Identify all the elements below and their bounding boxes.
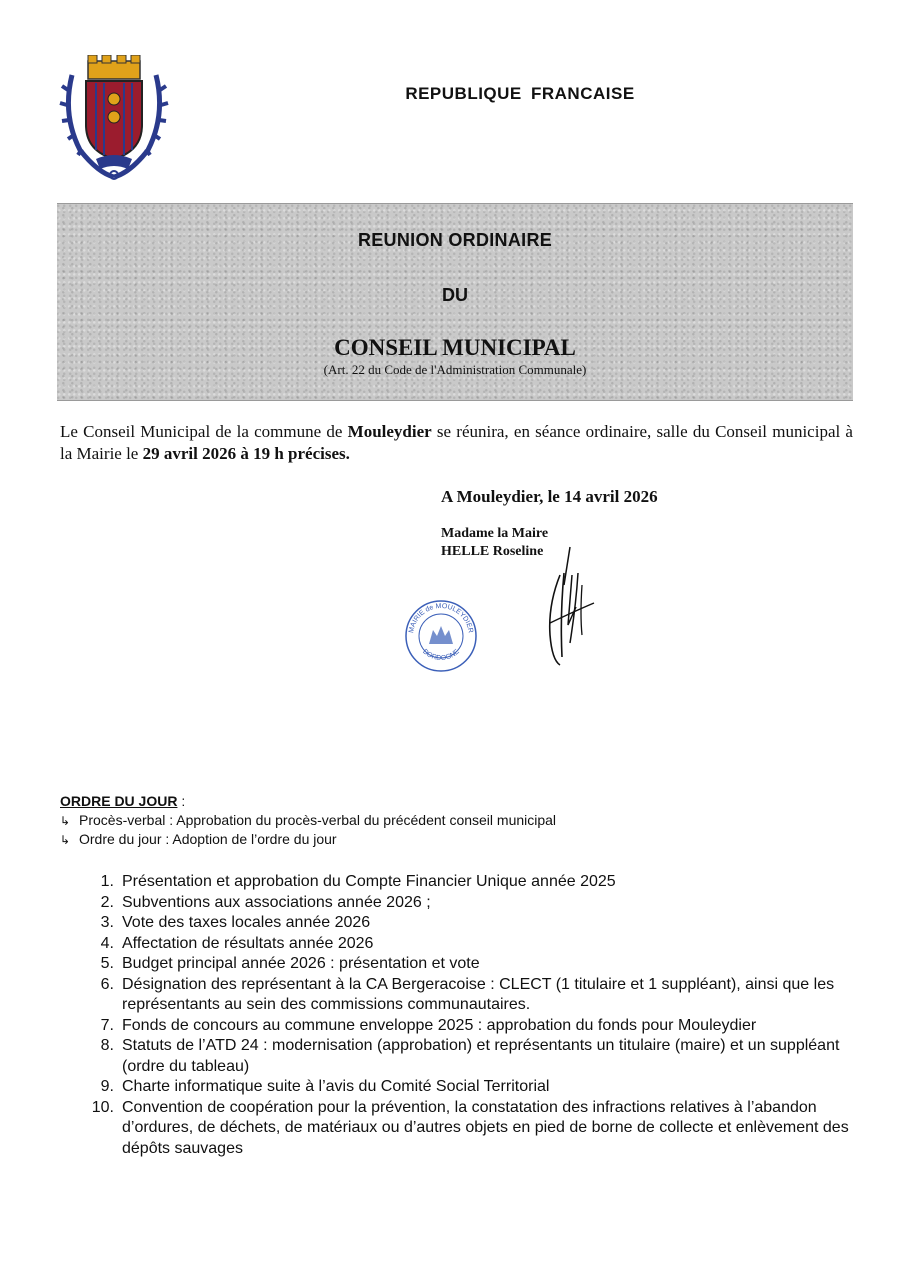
agenda-item-text: Budget principal année 2026 : présentation et vote [122,955,480,972]
pre-item-text: Ordre du jour : Adoption de l’ordre du jour [79,831,337,847]
intro-paragraph [60,421,853,465]
agenda-title-suffix: : [177,793,186,809]
agenda-item-number: 2. [100,893,114,911]
agenda-item [74,1016,864,1037]
agenda-item-text: Désignation des représentant à la CA Bergeracoise : CLECT (1 titulaire et 1 suppléant), ainsi que les représentants au sein des commissions communautaires. [122,975,835,1013]
intro-text-1: Le Conseil Municipal de la commune de [60,422,348,441]
agenda-item-text: Statuts de l’ATD 24 : modernisation (approbation) et représentants un titulaire (maire) et un suppléant (ordre du tableau) [122,1037,840,1075]
coat-of-arms-icon [58,55,170,183]
agenda-item [74,934,864,955]
agenda-item-number: 9. [100,1078,114,1095]
mayor-name: HELLE Roseline [441,544,544,559]
agenda-item-text: Présentation et approbation du Compte Financier Unique année 2025 [122,873,616,890]
agenda-item-number: 3. [100,914,114,931]
agenda-item-number: 5. [100,955,114,972]
meeting-banner [57,203,853,401]
agenda-item-number: 10. [91,1098,114,1116]
intro-commune: Mouleydier [347,422,432,441]
banner-title: REUNION ORDINAIRE [357,230,553,250]
agenda-title: ORDRE DU JOUR [60,793,178,809]
agenda-item-text: Vote des taxes locales année 2026 [122,914,371,931]
agenda-item [74,893,864,914]
stamp-text-top: MAIRIE de MOULEYDIER [408,602,474,634]
hooked-arrow-icon: ↳ [60,814,71,828]
hooked-arrow-icon: ↳ [60,833,71,847]
mayor-title: Madame la Maire [441,526,549,541]
agenda-item [74,975,864,1016]
agenda-item [74,913,864,934]
pre-item [60,831,337,847]
agenda-item [74,1077,864,1098]
agenda-item [74,1098,864,1160]
agenda-item-number: 7. [100,1016,114,1034]
intro-datetime: 29 avril 2026 à 19 h précises. [142,444,350,463]
agenda-item [74,1036,864,1077]
agenda-item [74,872,864,893]
handwritten-signature [520,545,610,675]
agenda-heading [60,793,185,809]
agenda-item-number: 6. [100,975,114,993]
agenda-item-text: Convention de coopération pour la prévention, la constatation des infractions relatives à l’abandon d’ordures, de déchets, de matériaux ou d’autres objets en pied de borne de collecte et enlèvement des dépôts sauvages [122,1098,849,1157]
agenda-item-text: Subventions aux associations année 2026 ; [122,893,431,911]
agenda-item [74,954,864,975]
town-hall-stamp [403,598,479,674]
agenda-item-text: Fonds de concours au commune enveloppe 2025 : approbation du fonds pour Mouleydier [122,1016,757,1034]
agenda-item-number: 8. [100,1037,114,1054]
agenda-item-text: Affectation de résultats année 2026 [122,934,374,952]
agenda-item-number: 4. [100,934,114,952]
intro-text-2: se réunira, en séance ordinaire, salle du Conseil municipal à la Mairie le [60,422,853,463]
pre-item [60,812,556,828]
stamp-text-bottom: DORDOGNE [421,648,461,663]
banner-article-ref: (Art. 22 du Code de l'Administration Communale) [323,362,587,377]
place-date: A Mouleydier, le 14 avril 2026 [441,487,658,506]
pre-item-text: Procès-verbal : Approbation du procès-verbal du précédent conseil municipal [79,812,557,828]
republic-heading: REPUBLIQUE FRANCAISE [405,84,635,103]
agenda-item-text: Charte informatique suite à l’avis du Comité Social Territorial [122,1078,550,1095]
banner-council: CONSEIL MUNICIPAL [334,335,576,360]
svg-text:DORDOGNE [421,648,461,662]
agenda-list [74,872,864,1159]
banner-du: DU [442,285,468,305]
agenda-item-number: 1. [100,873,114,890]
